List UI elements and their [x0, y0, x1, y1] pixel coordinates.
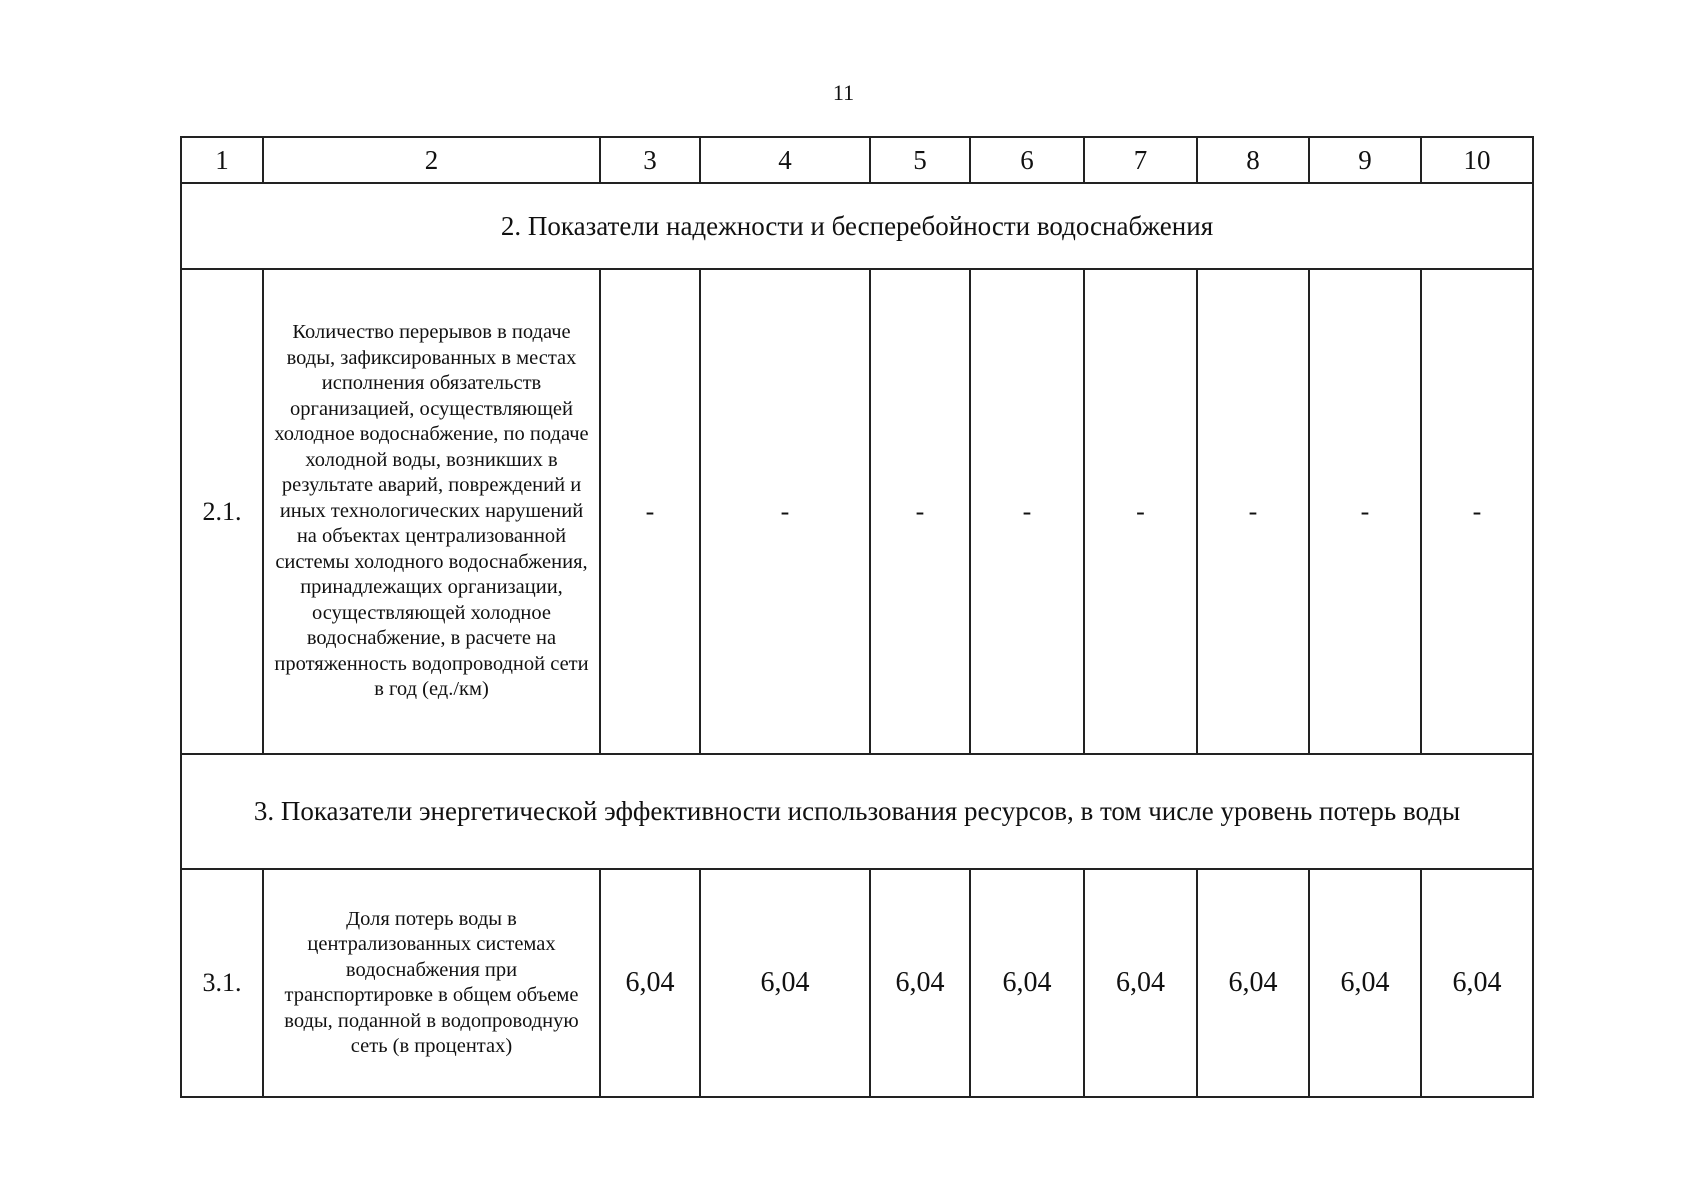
row-value: - [1309, 269, 1421, 754]
row-value: - [1197, 269, 1309, 754]
row-number: 3.1. [181, 869, 263, 1097]
row-value: - [1084, 269, 1197, 754]
indicators-table [180, 136, 1534, 1098]
section-3-header-row [181, 754, 1533, 869]
table-row [181, 869, 1533, 1097]
column-header: 6 [970, 137, 1084, 183]
row-number: 2.1. [181, 269, 263, 754]
column-header: 10 [1421, 137, 1533, 183]
row-value: 6,04 [1197, 869, 1309, 1097]
row-description: Количество перерывов в подаче воды, зафиксированных в местах исполнения обязательств организацией, осуществляющей холодное водоснабжение, по подаче холодной воды, возникших в результате аварий, повреждений и иных технологических нарушений на объектах централизованной системы холодного водоснабжения, принадлежащих организации, осуществляющей холодное водоснабжение, в расчете на протяженность водопроводной сети в год (ед./км) [263, 269, 600, 754]
row-value: - [600, 269, 700, 754]
column-header: 4 [700, 137, 870, 183]
row-value: - [870, 269, 970, 754]
section-3-title [181, 754, 1533, 869]
page-number: 11 [832, 80, 855, 105]
section-2-title [181, 183, 1533, 269]
column-header: 1 [181, 137, 263, 183]
row-value: 6,04 [870, 869, 970, 1097]
section-2-title-text: 2. Показатели надежности и бесперебойности водоснабжения [500, 210, 1214, 241]
column-header: 3 [600, 137, 700, 183]
row-description: Доля потерь воды в централизованных системах водоснабжения при транспортировке в общем объеме воды, поданной в водопроводную сеть (в процентах) [263, 869, 600, 1097]
column-header: 2 [263, 137, 600, 183]
row-value: 6,04 [700, 869, 870, 1097]
section-2-header-row [181, 183, 1533, 269]
column-header: 8 [1197, 137, 1309, 183]
section-3-title-text: 3. Показатели энергетической эффективности использования ресурсов, в том числе уровень потерь воды [253, 796, 1461, 826]
table-row [181, 269, 1533, 754]
row-value: 6,04 [970, 869, 1084, 1097]
column-number-header-row [181, 137, 1533, 183]
row-value: - [1421, 269, 1533, 754]
column-header: 7 [1084, 137, 1197, 183]
row-value: 6,04 [600, 869, 700, 1097]
row-value: 6,04 [1309, 869, 1421, 1097]
row-value: - [700, 269, 870, 754]
row-value: 6,04 [1421, 869, 1533, 1097]
column-header: 9 [1309, 137, 1421, 183]
row-value: 6,04 [1084, 869, 1197, 1097]
column-header: 5 [870, 137, 970, 183]
row-value: - [970, 269, 1084, 754]
